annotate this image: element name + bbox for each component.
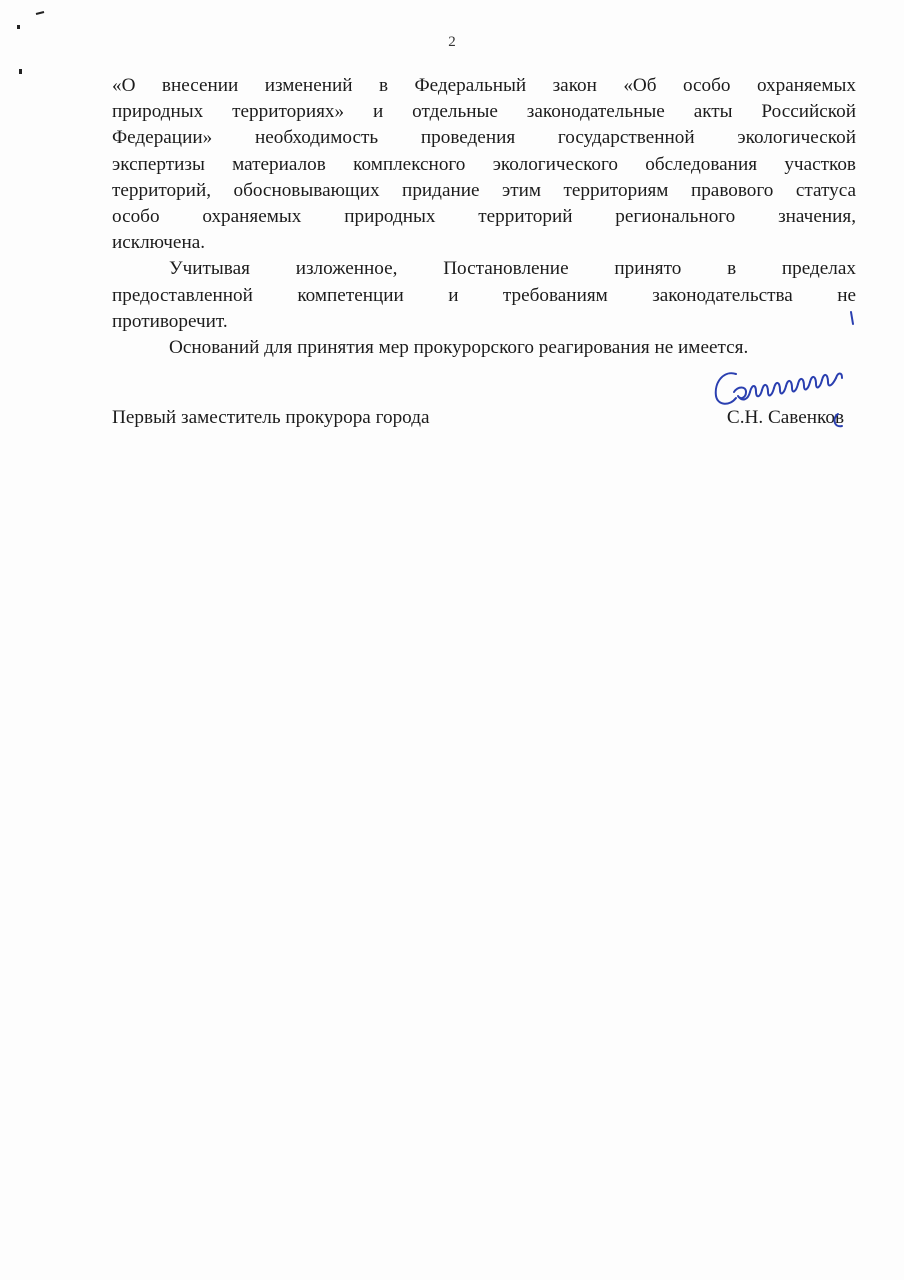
text-line: Учитывая изложенное, Постановление принято в пределах <box>169 258 856 280</box>
paragraph-conclusion <box>112 256 856 335</box>
document-body <box>112 73 856 361</box>
text-line: экспертизы материалов комплексного экологического обследования участков <box>112 153 856 175</box>
text-line: исключена. <box>112 232 206 254</box>
text-line: предоставленной компетенции и требованиям законодательства не <box>112 284 856 306</box>
text-line: Федерации» необходимость проведения государственной экологической <box>112 127 856 149</box>
text-line: противоречит. <box>112 310 228 332</box>
text-line: Оснований для принятия мер прокурорского реагирования не имеется. <box>169 336 749 358</box>
scan-marks <box>0 0 60 90</box>
text-line: природных территориях» и отдельные законодательные акты Российской <box>112 101 856 123</box>
page-number: 2 <box>448 34 456 50</box>
ink-dash-mark <box>846 310 858 328</box>
text-line: особо охраняемых природных территорий регионального значения, <box>112 205 856 227</box>
text-line: территорий, обосновывающих придание этим территориям правового статуса <box>112 179 856 201</box>
text-line: «О внесении изменений в Федеральный закон «Об особо охраняемых <box>112 75 856 96</box>
paragraph-no-measures <box>112 335 856 361</box>
signer-name: С.Н. Савенков <box>726 407 844 428</box>
signer-title: Первый заместитель прокурора города <box>112 407 430 428</box>
handwritten-signature <box>704 362 860 444</box>
paragraph-legal-basis <box>112 73 856 256</box>
